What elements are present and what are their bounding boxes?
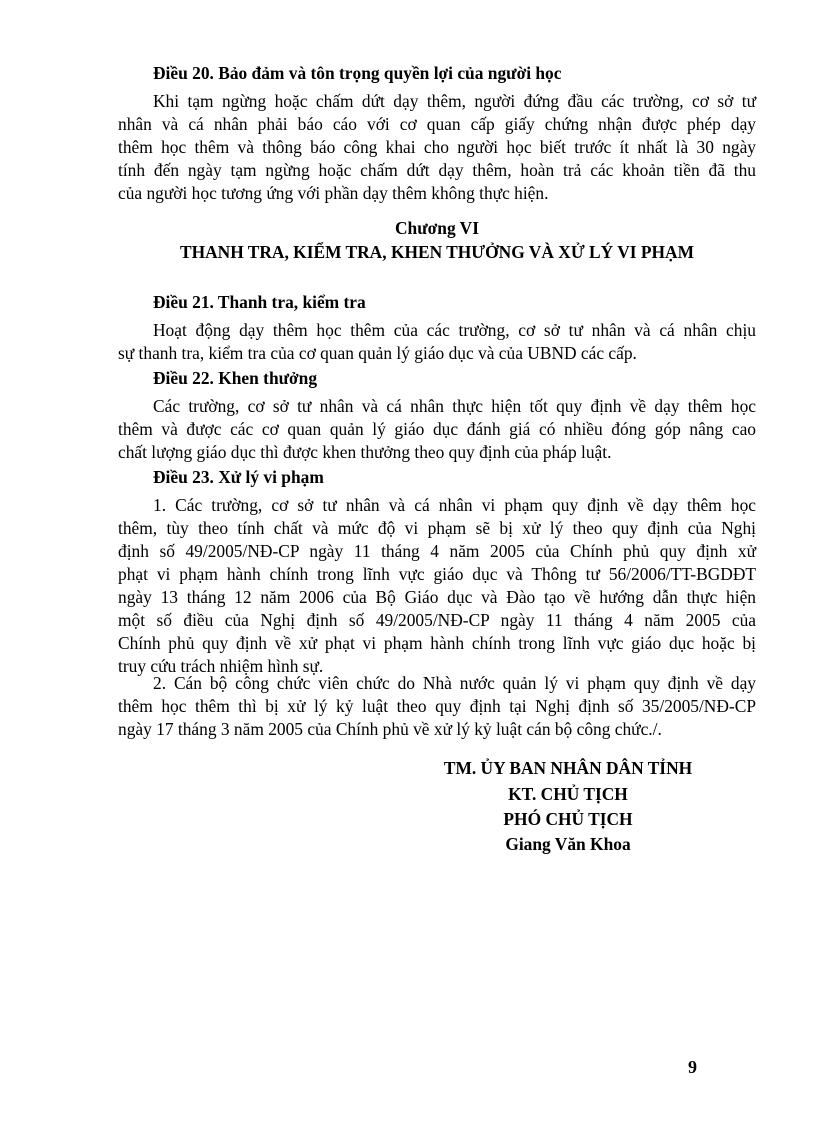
- article-20-line: của người học tương ứng với phần dạy thêm không thực hiện.: [118, 183, 549, 203]
- article-21-line: Hoạt động dạy thêm học thêm của các trường, cơ sở tư nhân và cá nhân chịu: [153, 320, 756, 340]
- article-23-p2-line: thêm học thêm thì bị xử lý kỷ luật theo quy định tại Nghị định số 35/2005/NĐ-CP: [118, 696, 756, 716]
- article-21-line: sự thanh tra, kiểm tra của cơ quan quản lý giáo dục và của UBND các cấp.: [118, 343, 637, 363]
- chapter-number: Chương VI: [394, 218, 480, 238]
- article-23-p1-line: phạt vi phạm hành chính trong lĩnh vực giáo dục và Thông tư 56/2006/TT-BGDĐT: [118, 564, 756, 584]
- article-20-line: nhân và cá nhân phải báo cáo với cơ quan cấp giấy chứng nhận được phép dạy: [118, 114, 756, 134]
- article-23-p1-line: ngày 13 tháng 12 năm 2006 của Bộ Giáo dục và Đào tạo về hướng dẫn thực hiện: [118, 587, 756, 607]
- signature-name: Giang Văn Khoa: [505, 834, 631, 854]
- article-23-p2-line: ngày 17 tháng 3 năm 2005 của Chính phủ về xử lý kỷ luật cán bộ công chức./.: [118, 719, 662, 739]
- page-number: 9: [688, 1057, 697, 1077]
- article-21-heading: Điều 21. Thanh tra, kiểm tra: [153, 292, 366, 312]
- article-23-p1-line: Chính phủ quy định về xử phạt vi phạm hành chính trong lĩnh vực giáo dục hoặc bị: [118, 633, 756, 653]
- signature-title-kt: KT. CHỦ TỊCH: [508, 784, 628, 804]
- article-22-line: Các trường, cơ sở tư nhân và cá nhân thực hiện tốt quy định về dạy thêm học: [153, 396, 756, 416]
- article-22-line: thêm và được các cơ quan quản lý giáo dục đánh giá có nhiều đóng góp nâng cao: [118, 419, 756, 439]
- article-23-p1-line: một số điều của Nghị định số 49/2005/NĐ-CP ngày 11 tháng 4 năm 2005 của: [118, 610, 756, 630]
- article-23-p1-line: thêm, tùy theo tính chất và mức độ vi phạm sẽ bị xử lý theo quy định của Nghị: [118, 518, 756, 538]
- signature-organization: TM. ỦY BAN NHÂN DÂN TỈNH: [443, 758, 693, 778]
- article-20-line: thêm học thêm và thông báo công khai cho người học biết trước ít nhất là 30 ngày: [118, 137, 756, 157]
- article-20-heading: Điều 20. Bảo đảm và tôn trọng quyền lợi của người học: [153, 63, 562, 83]
- chapter-title: THANH TRA, KIỂM TRA, KHEN THƯỞNG VÀ XỬ LÝ VI PHẠM: [179, 242, 695, 262]
- article-23-p1-line: truy cứu trách nhiệm hình sự.: [118, 656, 324, 676]
- article-23-p1-line: 1. Các trường, cơ sở tư nhân và cá nhân vi phạm quy định về dạy thêm học: [153, 495, 756, 515]
- article-23-heading: Điều 23. Xử lý vi phạm: [153, 467, 324, 487]
- article-20-line: tính đến ngày tạm ngừng hoặc chấm dứt dạy thêm, hoàn trả các khoản tiền đã thu: [118, 160, 756, 180]
- article-22-heading: Điều 22. Khen thưởng: [153, 368, 318, 388]
- article-22-line: chất lượng giáo dục thì được khen thưởng theo quy định của pháp luật.: [118, 442, 612, 462]
- article-23-p2-line: 2. Cán bộ công chức viên chức do Nhà nước quản lý vi phạm quy định về dạy: [153, 673, 756, 693]
- article-23-p1-line: định số 49/2005/NĐ-CP ngày 11 tháng 4 năm 2005 của Chính phủ quy định xử: [118, 541, 756, 561]
- article-20-line: Khi tạm ngừng hoặc chấm dứt dạy thêm, người đứng đầu các trường, cơ sở tư: [153, 91, 756, 111]
- signature-title-deputy: PHÓ CHỦ TỊCH: [503, 809, 633, 829]
